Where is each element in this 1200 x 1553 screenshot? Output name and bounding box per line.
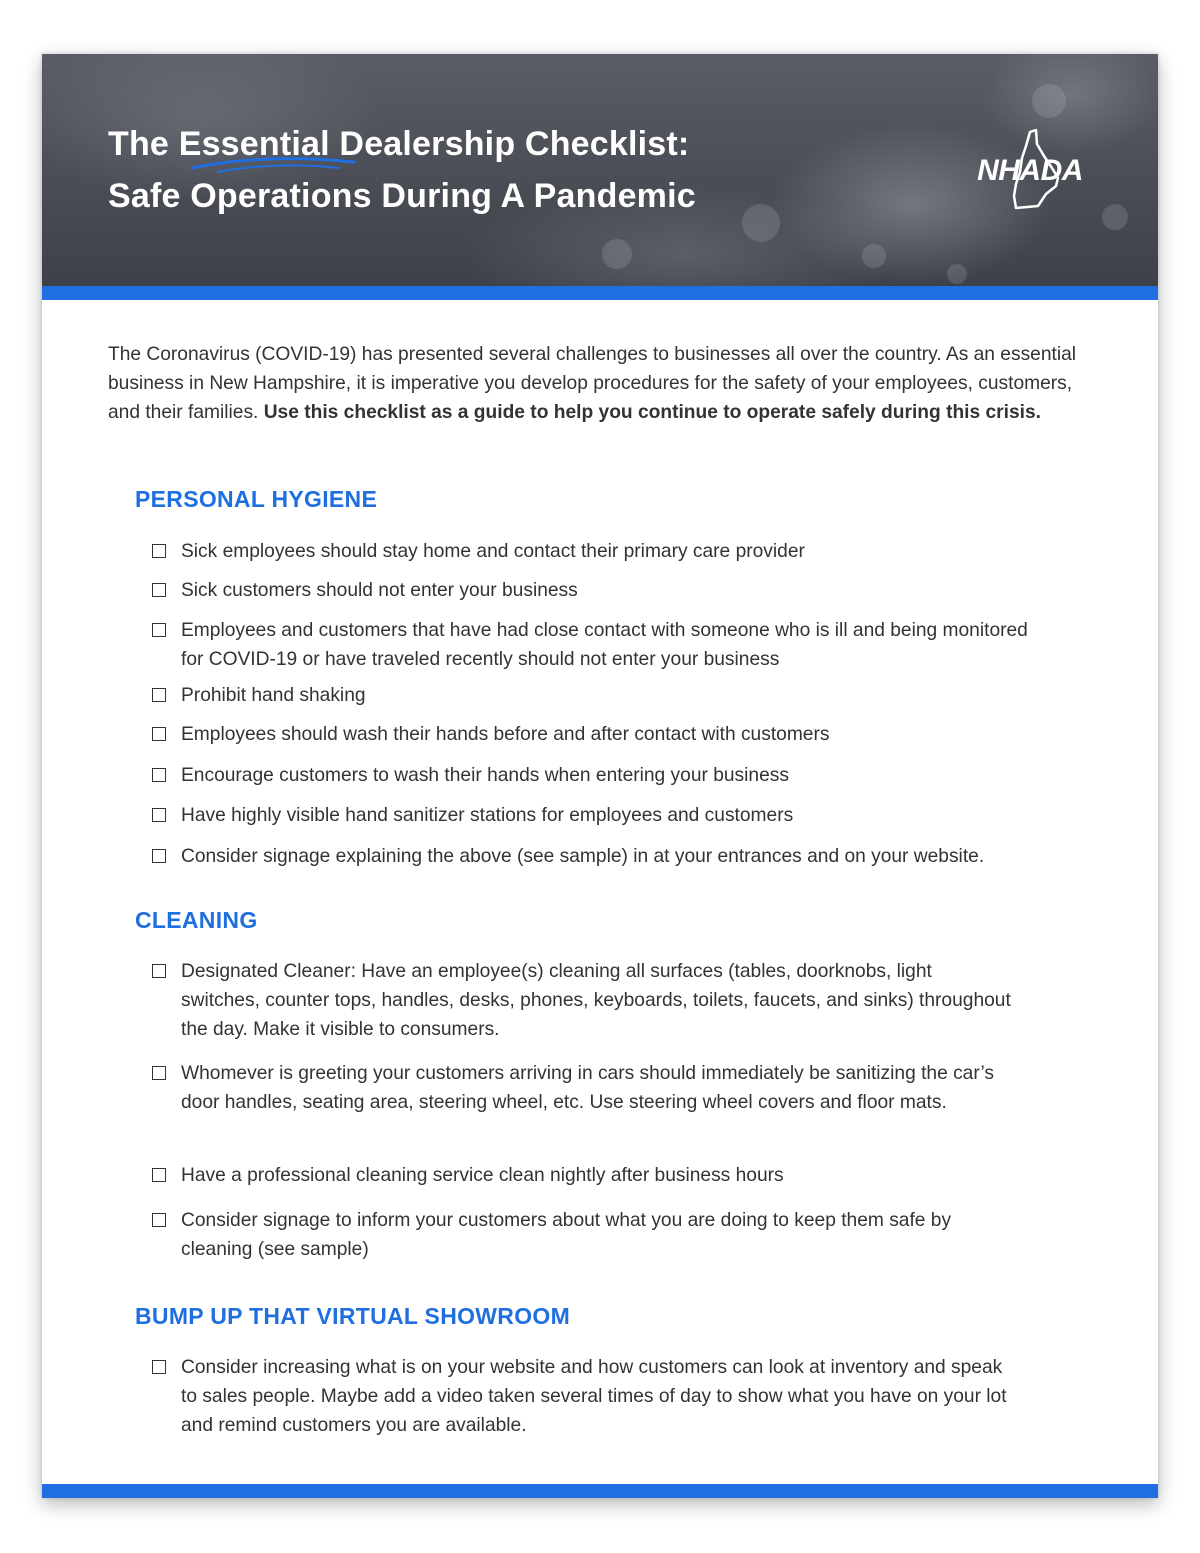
checklist-item-text: Sick customers should not enter your business: [181, 580, 578, 601]
header-banner: [42, 54, 1158, 286]
checkbox[interactable]: [152, 1213, 166, 1227]
checklist-item[interactable]: [152, 761, 1052, 790]
checkbox[interactable]: [152, 688, 166, 702]
checklist-item[interactable]: [152, 720, 1052, 749]
checkbox[interactable]: [152, 768, 166, 782]
checkbox[interactable]: [152, 964, 166, 978]
checkbox[interactable]: [152, 623, 166, 637]
checklist-item[interactable]: [152, 801, 1052, 830]
checklist-item[interactable]: [152, 576, 1052, 605]
checklist-item[interactable]: [152, 1353, 1022, 1440]
intro-text: The Coronavirus (COVID-19) has presented several challenges to businesses all over the country. As an essential business in New Hampshire, it is imperative you develop procedures for the safety of your employees, customers, and their families.: [108, 344, 1077, 423]
checklist-item-text: Designated Cleaner: Have an employee(s) cleaning all surfaces (tables, doorknobs, light switches, counter tops, handles, desks, phones, keyboards, toilets, faucets, and sinks) throughout the day. Make it visible to consumers.: [181, 961, 1011, 1040]
checklist-item[interactable]: [152, 681, 1052, 710]
section-title-personal-hygiene: PERSONAL HYGIENE: [135, 486, 378, 512]
checklist-item-text: Encourage customers to wash their hands when entering your business: [181, 765, 789, 786]
intro-paragraph: [108, 340, 1098, 427]
checkbox[interactable]: [152, 583, 166, 597]
checklist-item[interactable]: [152, 1161, 1052, 1190]
checklist-item-text: Consider signage to inform your customers about what you are doing to keep them safe by cleaning (see sample): [181, 1210, 952, 1260]
checklist-item[interactable]: [152, 1059, 1032, 1117]
document-page: [42, 54, 1158, 1498]
title-line-2: Safe Operations During A Pandemic: [108, 177, 696, 215]
checklist-item-text: Consider signage explaining the above (see sample) in at your entrances and on your website.: [181, 846, 985, 867]
checkbox[interactable]: [152, 849, 166, 863]
checklist-item[interactable]: [152, 616, 1032, 674]
checklist-item[interactable]: [152, 957, 1012, 1044]
title-line-1: The Essential Dealership Checklist:: [108, 125, 690, 163]
checklist-item-text: Employees and customers that have had close contact with someone who is ill and being monitored for COVID-19 or have traveled recently should not enter your business: [181, 620, 1028, 670]
underline-swoosh-icon: [188, 152, 358, 174]
logo-text: NHADA: [977, 154, 1083, 187]
section-title-cleaning: CLEANING: [135, 907, 258, 933]
checklist-item-text: Sick employees should stay home and contact their primary care provider: [181, 541, 805, 562]
checklist-item-text: Employees should wash their hands before and after contact with customers: [181, 724, 830, 745]
header-accent-bar: [42, 286, 1158, 300]
checkbox[interactable]: [152, 808, 166, 822]
checklist-item-text: Prohibit hand shaking: [181, 685, 366, 706]
checklist-item-text: Have highly visible hand sanitizer stations for employees and customers: [181, 805, 794, 826]
checklist-item[interactable]: [152, 537, 1052, 566]
intro-bold-text: Use this checklist as a guide to help you continue to operate safely during this crisis.: [263, 402, 1041, 423]
checkbox[interactable]: [152, 727, 166, 741]
checkbox[interactable]: [152, 1360, 166, 1374]
checkbox[interactable]: [152, 544, 166, 558]
checkbox[interactable]: [152, 1168, 166, 1182]
checklist-item-text: Consider increasing what is on your website and how customers can look at inventory and speak to sales people. Maybe add a video taken several times of day to show what you have on your lot and remind customers you are available.: [181, 1357, 1007, 1436]
checkbox[interactable]: [152, 1066, 166, 1080]
section-title-virtual-showroom: BUMP UP THAT VIRTUAL SHOWROOM: [135, 1303, 571, 1329]
checklist-item[interactable]: [152, 1206, 1002, 1264]
checklist-item[interactable]: [152, 842, 1112, 871]
footer-accent-bar: [42, 1484, 1158, 1498]
checklist-item-text: Whomever is greeting your customers arriving in cars should immediately be sanitizing the car’s door handles, seating area, steering wheel, etc. Use steering wheel covers and floor mats.: [181, 1063, 994, 1113]
checklist-item-text: Have a professional cleaning service clean nightly after business hours: [181, 1165, 784, 1186]
nhada-logo: [964, 128, 1096, 212]
